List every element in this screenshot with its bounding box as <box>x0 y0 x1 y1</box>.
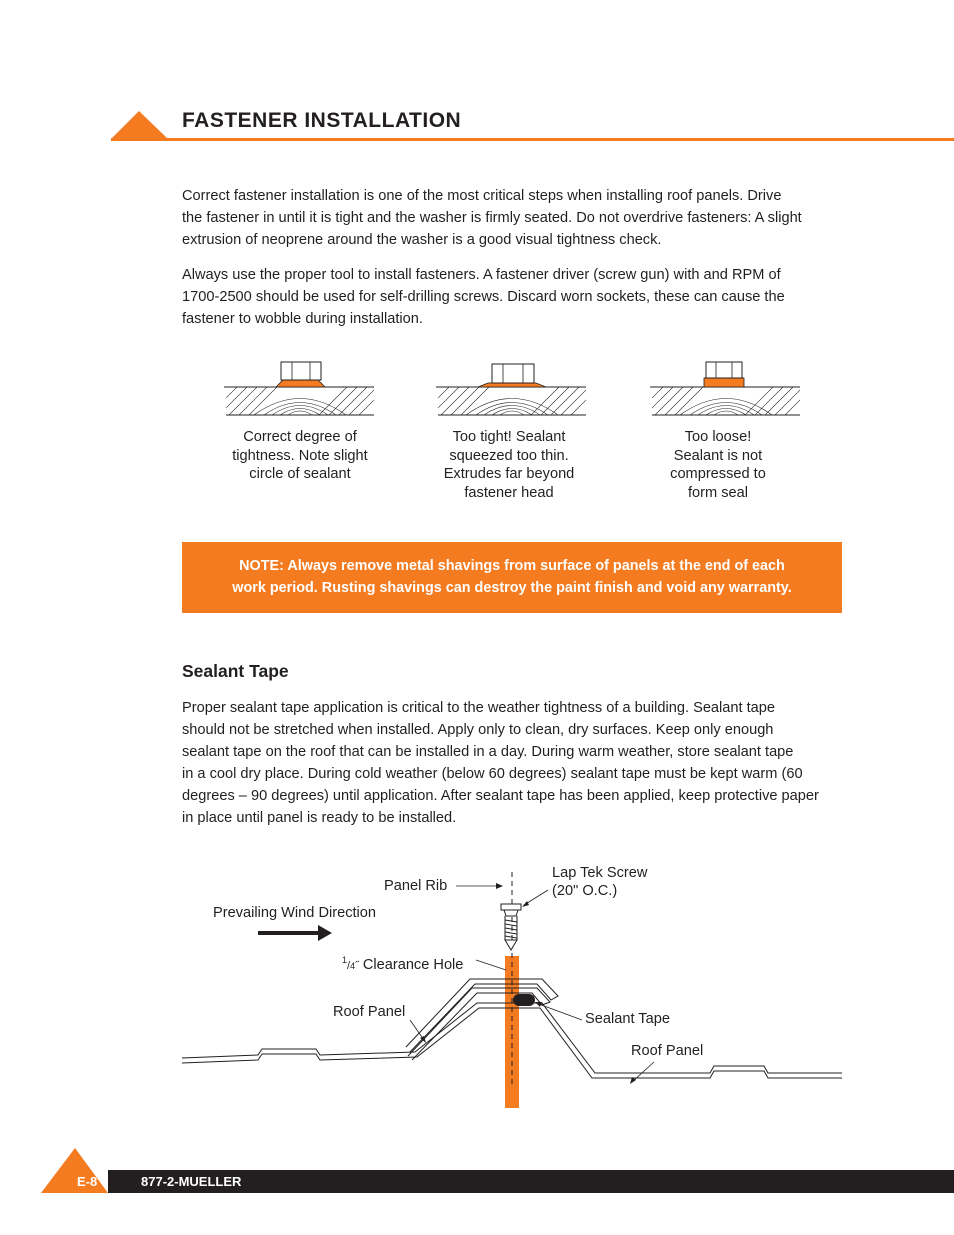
text-line: extrusion of neoprene around the washer is a good visual tightness check. <box>182 232 662 248</box>
label-sealant-tape: Sealant Tape <box>585 1011 670 1027</box>
label-roof-panel-right: Roof Panel <box>631 1043 704 1059</box>
caption-line: Too loose! <box>684 429 752 445</box>
fastener-too-loose-illustration <box>650 360 802 418</box>
note-line: NOTE: Always remove metal shavings from surface of panels at the end of each <box>239 558 785 574</box>
caption-line: Too tight! Sealant <box>452 429 566 445</box>
text-line: degrees – 90 degrees) until application. After sealant tape has been applied, keep protective paper <box>182 788 819 804</box>
wind-direction-arrow-icon <box>258 925 332 941</box>
caption-line: tightness. Note slight <box>232 447 368 464</box>
fraction-denominator: 4 <box>350 960 356 971</box>
figure-caption-correct <box>215 428 385 484</box>
intro-paragraph-1 <box>182 185 847 251</box>
text-line: Always use the proper tool to install fasteners. A fastener driver (screw gun) with and RPM of <box>182 267 781 283</box>
section-heading-sealant-tape: Sealant Tape <box>182 661 289 681</box>
text-line: in a cool dry place. During cold weather (below 60 degrees) sealant tape must be kept warm (60 <box>182 766 803 782</box>
label-clearance-hole <box>342 951 463 975</box>
caption-line: circle of sealant <box>249 466 351 483</box>
roof-panel-lap-diagram <box>180 860 844 1112</box>
caption-line: form seal <box>687 484 748 501</box>
lap-tek-screw-icon <box>501 904 521 950</box>
page-number: E-8 <box>77 1174 98 1189</box>
caption-line: compressed to <box>670 466 766 483</box>
text-line: the fastener in until it is tight and the washer is firmly seated. Do not overdrive fasteners: A slight <box>182 210 802 226</box>
note-line: work period. Rusting shavings can destroy the paint finish and void any warranty. <box>232 580 792 596</box>
text-line: 1700-2500 should be used for self-drilling screws. Discard worn sockets, these can cause the <box>182 289 785 305</box>
footer-phone: 877-2-MUELLER <box>141 1174 242 1189</box>
page-title: FASTENER INSTALLATION <box>182 109 462 132</box>
figure-caption-too-tight <box>424 428 594 502</box>
text-line: fastener to wobble during installation. <box>182 311 423 327</box>
label-roof-panel-left: Roof Panel <box>333 1004 406 1020</box>
note-callout <box>182 542 842 613</box>
caption-line: squeezed too thin. <box>449 447 569 464</box>
header-rule <box>111 138 954 141</box>
text-line: Correct fastener installation is one of the most critical steps when installing roof panels. Drive <box>182 188 782 204</box>
caption-line: fastener head <box>464 484 554 501</box>
text-line: should not be stretched when installed. Apply only to clean, dry surfaces. Keep only enough <box>182 722 774 738</box>
fraction-slash: / <box>347 959 351 972</box>
fraction-numerator: 1 <box>342 955 348 965</box>
label-lap-tek-screw: Lap Tek Screw <box>552 865 648 881</box>
inch-mark: ˝ <box>355 959 359 972</box>
footer-triangle-accent <box>41 1148 109 1194</box>
caption-line: Extrudes far beyond <box>443 466 575 483</box>
text-line: in place until panel is ready to be installed. <box>182 810 457 826</box>
label-panel-rib: Panel Rib <box>384 878 448 894</box>
caption-line: Correct degree of <box>243 429 357 445</box>
text-line: sealant tape on the roof that can be installed in a day. During warm weather, store sealant tape <box>182 744 794 760</box>
caption-line: Sealant is not <box>673 447 763 464</box>
fastener-correct-illustration <box>224 360 376 418</box>
label-prevailing-wind: Prevailing Wind Direction <box>213 905 377 921</box>
sealant-tape-blob <box>513 994 535 1006</box>
clearance-hole-text: Clearance Hole <box>362 956 464 973</box>
text-line: Proper sealant tape application is critical to the weather tightness of a building. Sealant tape <box>182 700 776 716</box>
header-triangle-accent <box>111 111 169 141</box>
sealant-paragraph <box>182 697 847 829</box>
intro-paragraph-2 <box>182 264 847 330</box>
fastener-too-tight-illustration <box>436 360 588 418</box>
figure-caption-too-loose <box>633 428 803 502</box>
label-lap-tek-spacing: (20" O.C.) <box>552 883 618 899</box>
